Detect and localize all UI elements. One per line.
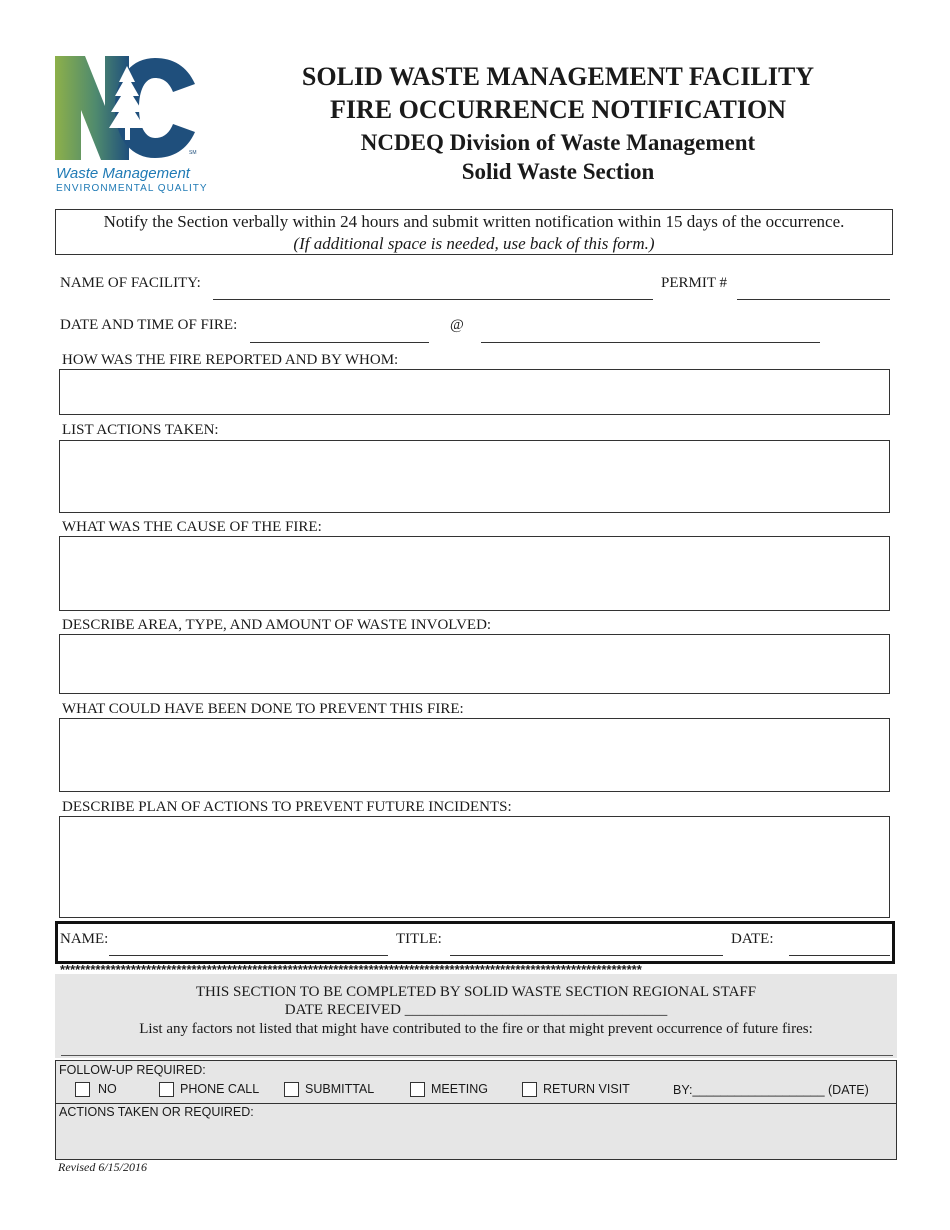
svg-text:SM: SM <box>189 150 197 156</box>
fire-cause-label: WHAT WAS THE CAUSE OF THE FIRE: <box>62 519 322 535</box>
actions-taken-textbox[interactable] <box>59 440 890 513</box>
separator-stars: ******************************************************************************************************************* <box>60 962 642 977</box>
at-symbol: @ <box>450 317 464 333</box>
option-return-visit-label: RETURN VISIT <box>543 1082 630 1096</box>
section-name: Solid Waste Section <box>461 159 655 184</box>
waste-involved-textbox[interactable] <box>59 634 890 694</box>
future-plan-label: DESCRIBE PLAN OF ACTIONS TO PREVENT FUTURE INCIDENTS: <box>62 799 512 815</box>
signature-date-label: DATE: <box>731 931 774 947</box>
actions-required-label: ACTIONS TAKEN OR REQUIRED: <box>59 1105 254 1119</box>
permit-label: PERMIT # <box>661 275 727 291</box>
factors-instruction: List any factors not listed that might have contributed to the fire or that might prevent occurrence of future fires: <box>139 1021 813 1037</box>
division-name: NCDEQ Division of Waste Management <box>360 130 756 155</box>
notice-line1: Notify the Section verbally within 24 hours and submit written notification within 15 days of the occurrence. <box>103 212 845 231</box>
logo-text-environmental-quality: ENVIRONMENTAL QUALITY <box>56 183 208 194</box>
fire-cause-textbox[interactable] <box>59 536 890 611</box>
signer-title-label: TITLE: <box>396 931 442 947</box>
notification-instructions <box>55 209 893 255</box>
signature-date-field[interactable] <box>789 955 890 956</box>
notice-line2: (If additional space is needed, use back of this form.) <box>293 234 655 253</box>
actions-taken-label: LIST ACTIONS TAKEN: <box>62 422 219 438</box>
option-submittal-label: SUBMITTAL <box>305 1082 375 1096</box>
logo <box>55 54 197 162</box>
follow-up-by-date[interactable]: BY:___________________ (DATE) <box>673 1083 869 1097</box>
reported-by-label: HOW WAS THE FIRE REPORTED AND BY WHOM: <box>62 352 399 368</box>
form-title-line2: FIRE OCCURRENCE NOTIFICATION <box>329 95 786 124</box>
signer-name-field[interactable] <box>109 955 388 956</box>
regional-staff-section <box>55 974 897 1058</box>
prevention-label: WHAT COULD HAVE BEEN DONE TO PREVENT THIS FIRE: <box>62 701 464 717</box>
logo-text-waste-management: Waste Management <box>56 165 190 182</box>
option-meeting-label: MEETING <box>431 1082 488 1096</box>
follow-up-label: FOLLOW-UP REQUIRED: <box>59 1063 206 1077</box>
option-no-label: NO <box>98 1082 117 1096</box>
checkbox-phone-call[interactable] <box>159 1082 174 1097</box>
signer-title-field[interactable] <box>450 955 723 956</box>
waste-involved-label: DESCRIBE AREA, TYPE, AND AMOUNT OF WASTE INVOLVED: <box>62 617 492 633</box>
permit-number-field[interactable] <box>737 299 890 300</box>
staff-section-heading: THIS SECTION TO BE COMPLETED BY SOLID WASTE SECTION REGIONAL STAFF <box>195 984 757 1000</box>
checkbox-no[interactable] <box>75 1082 90 1097</box>
checkbox-meeting[interactable] <box>410 1082 425 1097</box>
revision-date: Revised 6/15/2016 <box>58 1160 147 1174</box>
facility-name-label: NAME OF FACILITY: <box>60 275 201 291</box>
form-title-line1: SOLID WASTE MANAGEMENT FACILITY <box>301 62 815 91</box>
checkbox-return-visit[interactable] <box>522 1082 537 1097</box>
option-phone-call-label: PHONE CALL <box>180 1082 260 1096</box>
factors-line[interactable] <box>61 1055 893 1056</box>
date-time-label: DATE AND TIME OF FIRE: <box>60 317 238 333</box>
follow-up-section <box>55 1060 897 1160</box>
checkbox-submittal[interactable] <box>284 1082 299 1097</box>
future-plan-textbox[interactable] <box>59 816 890 918</box>
fire-date-field[interactable] <box>250 342 429 343</box>
prevention-textbox[interactable] <box>59 718 890 792</box>
facility-name-field[interactable] <box>213 299 653 300</box>
nc-logo-mark <box>55 54 197 162</box>
reported-by-textbox[interactable] <box>59 369 890 415</box>
signer-name-label: NAME: <box>60 931 109 947</box>
fire-time-field[interactable] <box>481 342 820 343</box>
date-received-line: DATE RECEIVED ___________________________________ <box>284 1002 668 1018</box>
follow-up-divider <box>56 1103 896 1104</box>
